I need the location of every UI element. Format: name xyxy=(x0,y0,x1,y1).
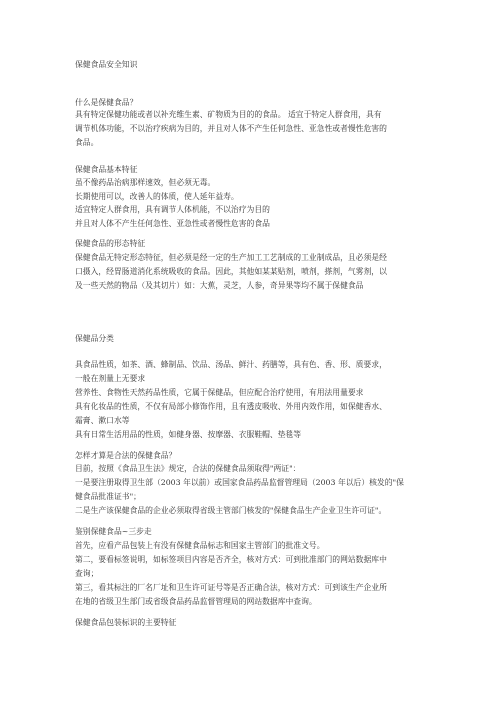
paragraph-line: 一是要注册取得卫生部（2003 年以前）或国家食品药品监督管理局（2003 年以后）核发的"保 xyxy=(75,478,404,487)
paragraph-line: 具有日常生活用品的性质，如健身器、按摩器、衣服鞋帽、垫毯等 xyxy=(75,430,302,439)
paragraph-line: 食品。 xyxy=(75,138,99,147)
paragraph-line: 健食品批准证书"； xyxy=(75,492,141,501)
document-page xyxy=(75,0,420,702)
paragraph-line: 二是生产该保健食品的企业必须取得省级主管部门核发的"保健食品生产企业卫生许可证"。 xyxy=(75,506,387,515)
paragraph-line: 长期使用可以，改善人的体质，使人延年益寿。 xyxy=(75,192,239,201)
paragraph-line: 及一些天然的物品（及其切片）如：大蕉，灵芝，人参，奇异果等均不属于保健食品 xyxy=(75,281,364,290)
paragraph-line: 保健食品无特定形态特征，但必须是经一定的生产加工工艺制成的工业制成品，且必须是经 xyxy=(75,253,387,262)
section-heading: 怎样才算是合法的保健食品？ xyxy=(75,451,177,460)
section-heading: 保健食品基本特征 xyxy=(75,165,138,174)
paragraph-line: 霜膏、漱口水等 xyxy=(75,416,130,425)
section-heading: 保健食品包装标识的主要特征 xyxy=(75,618,177,627)
paragraph-line: 第三，看其标注的厂名厂址和卫生许可证号等是否正确合法，核对方式：可到该生产企业所 xyxy=(75,583,387,592)
section-heading: 保健食品的形态特征 xyxy=(75,239,146,248)
paragraph-line: 口摄入，经胃肠道消化系统吸收的食品。因此，其他如某某贴剂，喷剂，搽剂，气雾剂，以 xyxy=(75,267,387,276)
paragraph-line: 目前，按照《食品卫生法》规定，合法的保健食品须取得"两证"： xyxy=(75,464,301,473)
paragraph-line: 首先，应看产品包装上有没有保健食品标志和国家主管部门的批准文号。 xyxy=(75,541,325,550)
paragraph-line: 调节机体功能，不以治疗疾病为目的，并且对人体不产生任何急性、亚急性或者慢性危害的 xyxy=(75,124,387,133)
paragraph-line: 并且对人体不产生任何急性、亚急性或者慢性危害的食品 xyxy=(75,219,270,228)
section-heading: 保健品分类 xyxy=(75,334,114,343)
paragraph-line: 查询； xyxy=(75,569,99,578)
section-heading: 什么是保健食品？ xyxy=(75,98,138,107)
paragraph-line: 营养性、食物性天然药品性质，它属于保健品，但应配合治疗使用，有用法用量要求 xyxy=(75,388,364,397)
paragraph-line: 具食品性质，如茶、酒、蜂制品、饮品、汤品、鲜汁、药膳等，具有色、香、形、质要求， xyxy=(75,360,387,369)
section-heading: 鉴别保健食品~三步走 xyxy=(75,527,152,536)
paragraph-line: 适宜特定人群食用，具有调节人体机能，不以治疗为目的 xyxy=(75,205,270,214)
paragraph-line: 在地的省级卫生部门或省级食品药品监督管理局的网站数据库中查询。 xyxy=(75,597,317,606)
paragraph-line: 第二，要看标签说明，如标签项目内容是否齐全，核对方式：可到批准部门的网站数据库中 xyxy=(75,555,387,564)
paragraph-line: 虽不像药品治病那样速效，但必须无毒。 xyxy=(75,178,216,187)
paragraph-line: 具有特定保健功能或者以补充维生素、矿物质为目的的食品。 适宜于特定人群食用，具有 xyxy=(75,110,382,119)
document-title: 保健食品安全知识 xyxy=(75,60,138,69)
paragraph-line: 具有化妆品的性质，不仅有局部小修饰作用，且有透皮吸收、外用内效作用，如保健香水、 xyxy=(75,402,387,411)
paragraph-line: 一般在剂量上无要求 xyxy=(75,374,146,383)
